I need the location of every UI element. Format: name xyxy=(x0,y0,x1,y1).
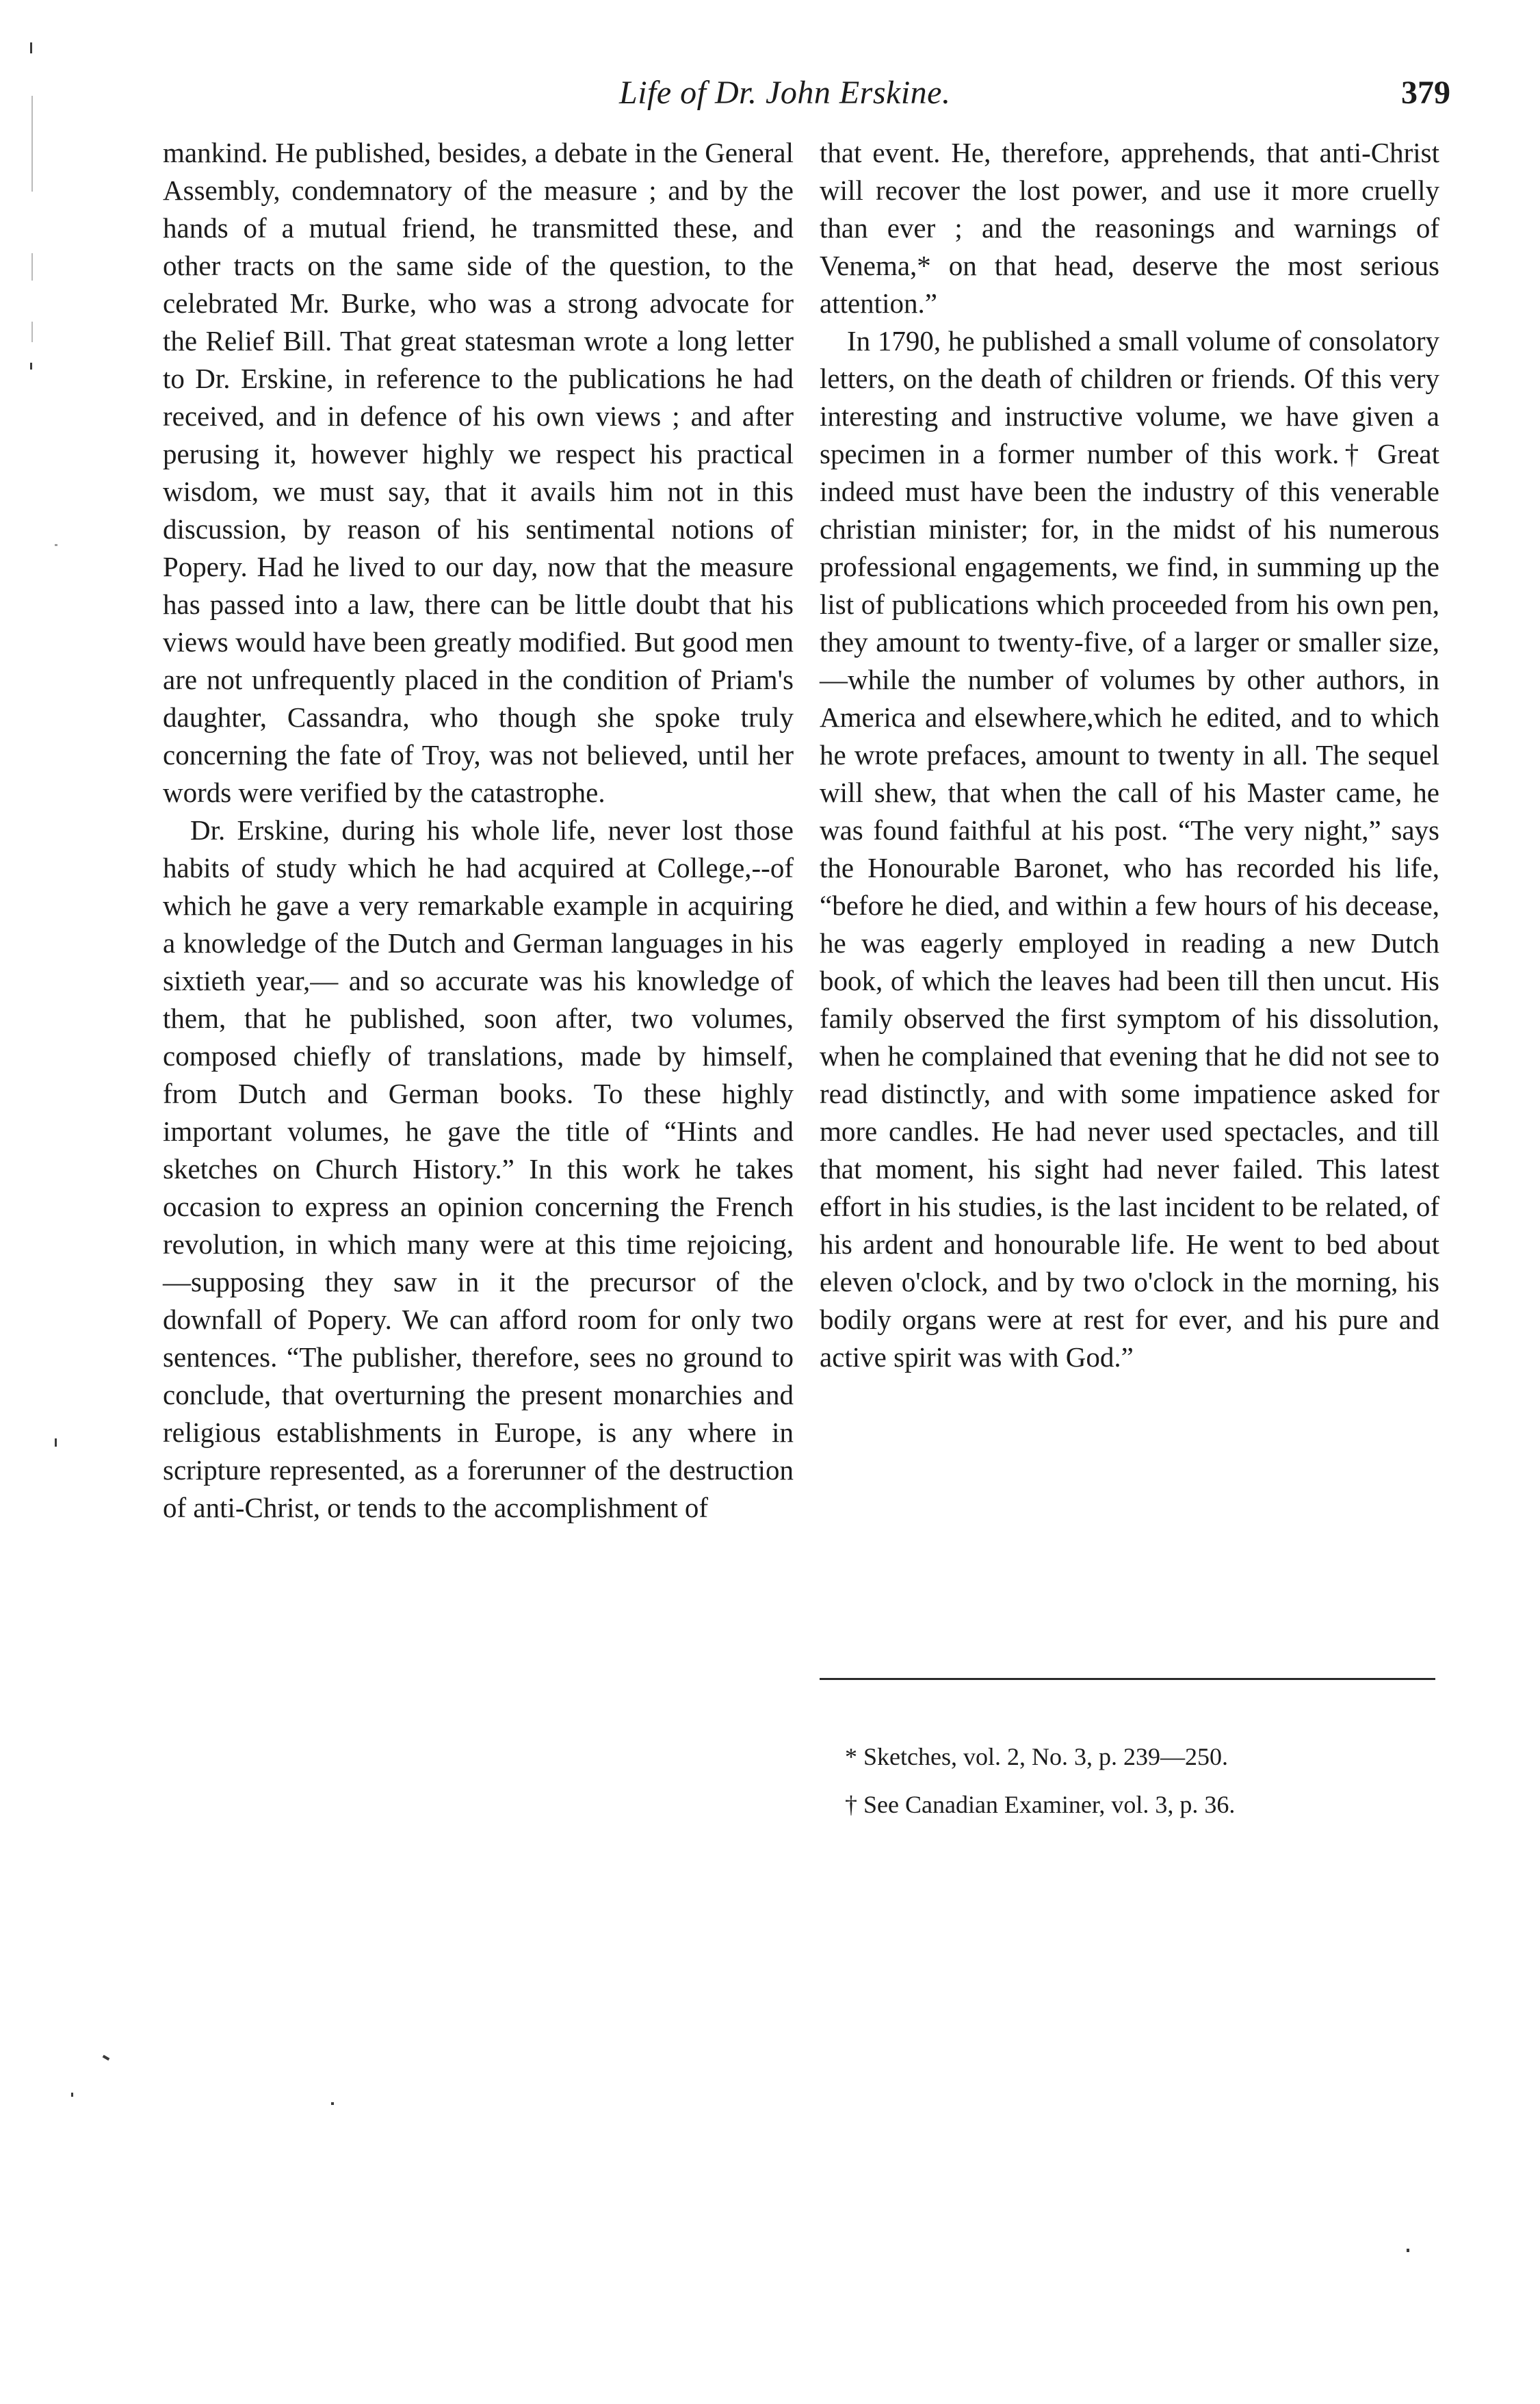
margin-speck xyxy=(31,96,33,192)
right-column xyxy=(820,134,1439,1376)
running-head xyxy=(164,74,1464,122)
margin-speck xyxy=(55,544,57,546)
running-title: Life of Dr. John Erskine. xyxy=(619,75,951,111)
margin-speck xyxy=(71,2093,73,2097)
left-paragraph-1: mankind. He published, besides, a debate in the General Assembly, condemnatory of the measure ; and by the hands of a mutual friend, he transmitted these, and other tracts on the same side of the question, to the celebrated Mr. Burke, who was a strong advocate for the Relief Bill. That great statesman wrote a long letter to Dr. Erskine, in reference to the publications he had received, and in defence of his own views ; and after perusing it, however highly we respect his practical wisdom, we must say, that it avails him not in this discussion, by reason of his sentimental notions of Popery. Had he lived to our day, now that the measure has passed into a law, there can be little doubt that his views would have been greatly modified. But good men are not unfrequently placed in the condition of Priam's daughter, Cassandra, who though she spoke truly concerning the fate of Troy, was not believed, until her words were verified by the catastrophe. xyxy=(163,137,794,808)
footnote-2: † See Canadian Examiner, vol. 3, p. 36. xyxy=(845,1791,1236,1818)
margin-speck xyxy=(30,363,32,370)
left-column xyxy=(163,134,794,1527)
margin-speck xyxy=(30,42,32,53)
footnote-1: * Sketches, vol. 2, No. 3, p. 239—250. xyxy=(845,1743,1228,1770)
footnote-rule xyxy=(820,1678,1435,1680)
margin-speck xyxy=(331,2102,334,2105)
page-number: 379 xyxy=(1401,75,1450,111)
margin-speck xyxy=(31,322,33,342)
margin-speck xyxy=(55,1438,57,1447)
margin-speck xyxy=(31,253,33,281)
margin-speck xyxy=(1407,2249,1409,2252)
footnotes xyxy=(845,1733,1433,1828)
left-paragraph-2: Dr. Erskine, during his whole life, never lost those habits of study which he had acquired at College,--of which he gave a very remarkable example in acquiring a knowledge of the Dutch and German languages in his sixtieth year,— and so accurate was his knowledge of them, that he published, soon after, two volumes, composed chiefly of translations, made by himself, from Dutch and German books. To these highly important volumes, he gave the title of “Hints and sketches on Church History.” In this work he takes occasion to express an opinion concerning the French revolution, in which many were at this time rejoicing,—supposing they saw in it the precursor of the downfall of Popery. We can afford room for only two sentences. “The publisher, therefore, sees no ground to conclude, that overturning the present monarchies and religious establishments in Europe, is any where in scripture represented, as a forerunner of the destruction of anti-Christ, or tends to the accomplishment of xyxy=(163,814,794,1523)
right-paragraph-1: that event. He, therefore, apprehends, that anti-Christ will recover the lost power, and use it more cruelly than ever ; and the reasonings and warnings of Venema,* on that head, deserve the most serious attention.” xyxy=(820,137,1439,319)
right-paragraph-2: In 1790, he published a small volume of consolatory letters, on the death of children or friends. Of this very interesting and instructive volume, we have given a specimen in a former number of this work.† Great indeed must have been the industry of this venerable christian minister; for, in the midst of his numerous professional engagements, we find, in summing up the list of publications which proceeded from his own pen, they amount to twenty-five, of a larger or smaller size,—while the number of volumes by other authors, in America and elsewhere,which he edited, and to which he wrote prefaces, amount to twenty in all. The sequel will shew, that when the call of his Master came, he was found faithful at his post. “The very night,” says the Honourable Baronet, who has recorded his life, “before he died, and within a few hours of his decease, he was eagerly employed in reading a new Dutch book, of which the leaves had been till then uncut. His family observed the first symptom of his dissolution, when he complained that evening that he did not see to read distinctly, and with some impatience asked for more candles. He had never used spectacles, and till that moment, his sight had never failed. This latest effort in his studies, is the last incident to be related, of his ardent and honourable life. He went to bed about eleven o'clock, and by two o'clock in the morning, his bodily organs were at rest for ever, and his pure and active spirit was with God.” xyxy=(820,325,1439,1373)
margin-speck xyxy=(103,2055,110,2060)
